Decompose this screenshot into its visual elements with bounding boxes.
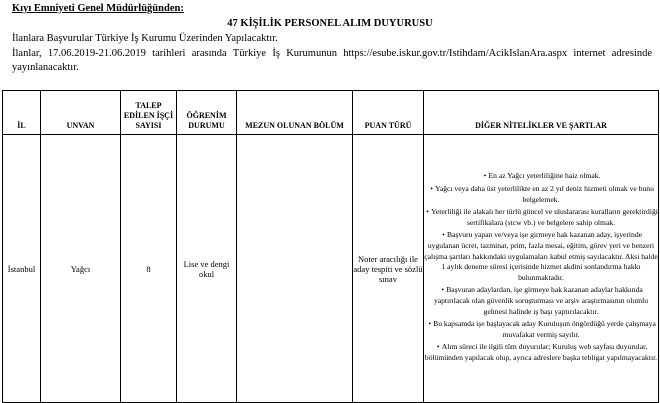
- cell-mezun: [237, 135, 353, 403]
- cell-unvan: Yağcı: [41, 135, 121, 403]
- announcement-title: 47 KİŞİLİK PERSONEL ALIM DUYURUSU: [227, 18, 433, 29]
- header-il: İL: [3, 91, 41, 135]
- bullet-icon: •: [428, 319, 431, 329]
- cell-il: İstanbul: [3, 135, 41, 403]
- job-table: [2, 90, 659, 403]
- header-ogrenim: ÖĞRENİM DURUMU: [177, 91, 237, 135]
- header-talep: TALEP EDİLEN İŞÇİ SAYISI: [121, 91, 177, 135]
- requirement-item: • En az Yağcı yeterliliğine haiz olmak.: [424, 171, 658, 182]
- bullet-icon: •: [426, 207, 429, 217]
- requirement-item: • Bu kapsamda işe başlayacak aday Kuruluşun öngördüğü yerde çalışmaya muvafakat vermiş sayılır.: [424, 319, 658, 340]
- requirement-item: • Başvuran adaylardan, işe girmeye hak kazanan adaylar hakkında yaptırılacak olan güvenlik soruşturması ve arşiv araştırmasının olumlu gelmesi halinde iş başı yaptırılacaktır.: [433, 285, 649, 316]
- requirement-item: • Alım süreci ile ilgili tüm duyurular; Kuruluş web sayfası duyurular, bölümünden yapılacak olup, ayrıca adreslere başka tebligat yapılmayacaktır.: [424, 342, 658, 362]
- header-diger: DİĞER NİTELİKLER VE ŞARTLAR: [424, 91, 659, 135]
- cell-puan: Noter aracılığı ile aday tespiti ve sözlü sınav: [353, 135, 424, 403]
- bullet-icon: •: [442, 230, 445, 240]
- cell-ogrenim: Lise ve dengi okul: [177, 135, 237, 403]
- publication-note: İlanlar, 17.06.2019-21.06.2019 tarihleri arasında Türkiye İş Kurumunun https://esube.iskur.gov.tr/Istihdam/AcikIslanAra.aspx internet adresinde yayınlanacaktır.: [12, 48, 652, 73]
- requirement-item: • Yeterliliği ile alakalı her türlü güncel ve uluslararası kuralların gerektirdiği sertifikalara (stcw vb.) ve belgelere sahip olmak.: [424, 207, 658, 228]
- organization-name: Kıyı Emniyeti Genel Müdürlüğünden:: [12, 3, 184, 14]
- cell-sayi: 8: [121, 135, 177, 403]
- bullet-icon: •: [436, 342, 440, 352]
- application-note: İlanlara Başvurular Türkiye İş Kurumu Üzerinden Yapılacaktır.: [12, 33, 278, 44]
- bullet-icon: •: [430, 184, 433, 194]
- requirement-item: • Yağcı veya daha üst yeterlilikte en az 2 yıl deniz hizmeti olmak ve bunu belgelemek.: [424, 184, 658, 205]
- table-header-row: [3, 91, 659, 135]
- table-row: [3, 135, 659, 403]
- requirement-item: • Başvuru yapan ve/veya işe girmeye hak kazanan aday, işyerinde uygulanan ücret, tazminat, prim, fazla mesai, eğitim, görev yeri ve benzeri çalışma şartları hakkındaki uygulamaları kabul etmiş sayılacaktır. Aksi halde 1 aylık deneme süresi içerisinde hizmet akdini sonlandırma hakkı bulunmaktadır.: [424, 230, 658, 282]
- bullet-icon: •: [441, 285, 445, 295]
- header-mezun: MEZUN OLUNAN BÖLÜM: [237, 91, 353, 135]
- cell-sartlar: [424, 135, 659, 403]
- header-puan: PUAN TÜRÜ: [353, 91, 424, 135]
- bullet-icon: •: [483, 171, 487, 181]
- header-unvan: UNVAN: [41, 91, 121, 135]
